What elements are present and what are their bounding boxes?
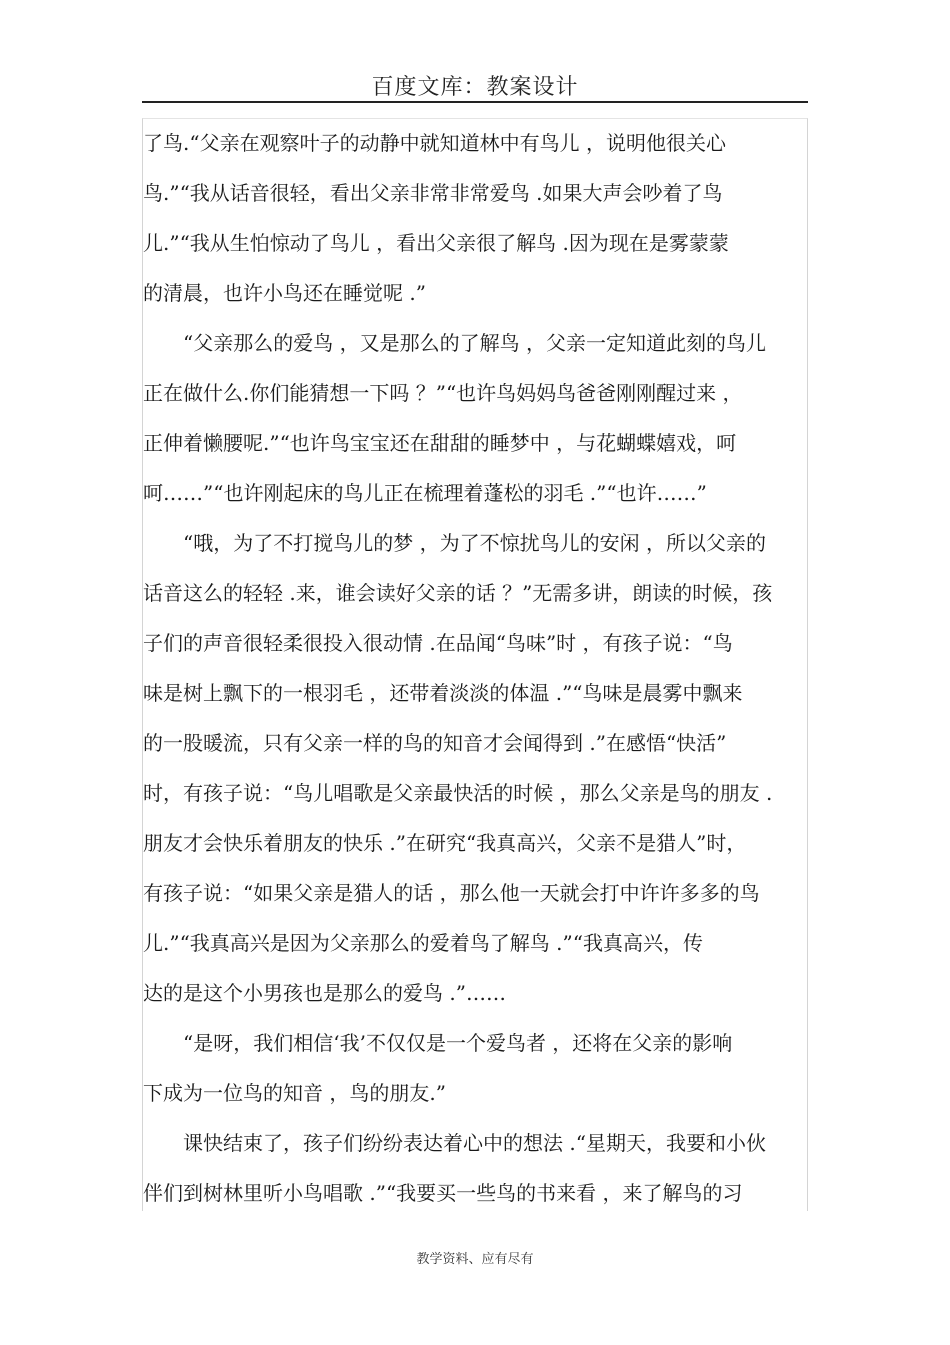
text-line: 话音这么的轻轻 .来，谁会读好父亲的话 ？”无需多讲，朗读的时候，孩 [143,581,773,605]
text-line: 子们的声音很轻柔很投入很动情 .在品闻“鸟味”时 ，有孩子说：“鸟 [143,631,733,655]
header-divider [142,101,808,103]
text-line: 朋友才会快乐着朋友的快乐 .”在研究“我真高兴，父亲不是猎人”时， [143,831,747,855]
text-line: 伴们到树林里听小鸟唱歌 .”“我要买一些鸟的书来看 ，来了解鸟的习 [143,1181,743,1205]
text-line: 的清晨，也许小鸟还在睡觉呢 .” [143,281,426,305]
text-line: “哦，为了不打搅鸟儿的梦 ，为了不惊扰鸟儿的安闲 ，所以父亲的 [183,531,766,555]
text-line: 味是树上飘下的一根羽毛 ，还带着淡淡的体温 .”“鸟味是晨雾中飘来 [143,681,743,705]
text-line: 了鸟.“父亲在观察叶子的动静中就知道林中有鸟儿 ，说明他很关心 [143,131,726,155]
text-line: 呵……”“也许刚起床的鸟儿正在梳理着蓬松的羽毛 .”“也许……” [143,481,707,505]
text-line: 儿.”“我从生怕惊动了鸟儿 ，看出父亲很了解鸟 .因为现在是雾蒙蒙 [143,231,729,255]
page-footer-text: 教学资料、应有尽有 [416,1252,534,1267]
text-line: 课快结束了，孩子们纷纷表达着心中的想法 .“星期天，我要和小伙 [183,1131,766,1155]
text-line: 达的是这个小男孩也是那么的爱鸟 .”…… [143,981,506,1005]
text-line: 鸟.”“我从话音很轻，看出父亲非常非常爱鸟 .如果大声会吵着了鸟 [143,181,723,205]
text-line: “父亲那么的爱鸟 ，又是那么的了解鸟 ，父亲一定知道此刻的鸟儿 [183,331,766,355]
text-line: 的一股暖流，只有父亲一样的鸟的知音才会闻得到 .”在感悟“快活” [143,731,727,755]
text-line: 有孩子说：“如果父亲是猎人的话 ，那么他一天就会打中许许多多的鸟 [143,881,760,905]
text-line: “是呀，我们相信‘我’不仅仅是一个爱鸟者 ，还将在父亲的影响 [183,1031,733,1055]
text-line: 时，有孩子说：“鸟儿唱歌是父亲最快活的时候 ，那么父亲是鸟的朋友 . [143,781,773,805]
document-body [143,118,807,1218]
text-line: 正在做什么.你们能猜想一下吗 ？”“也许鸟妈妈鸟爸爸刚刚醒过来 ， [143,381,743,405]
text-line: 正伸着懒腰呢.”“也许鸟宝宝还在甜甜的睡梦中 ，与花蝴蝶嬉戏，呵 [143,431,737,455]
text-line: 儿.”“我真高兴是因为父亲那么的爱着鸟了解鸟 .”“我真高兴，传 [143,931,703,955]
text-line: 下成为一位鸟的知音 ，鸟的朋友.” [143,1081,446,1105]
page-header-title: 百度文库：教案设计 [371,75,579,100]
